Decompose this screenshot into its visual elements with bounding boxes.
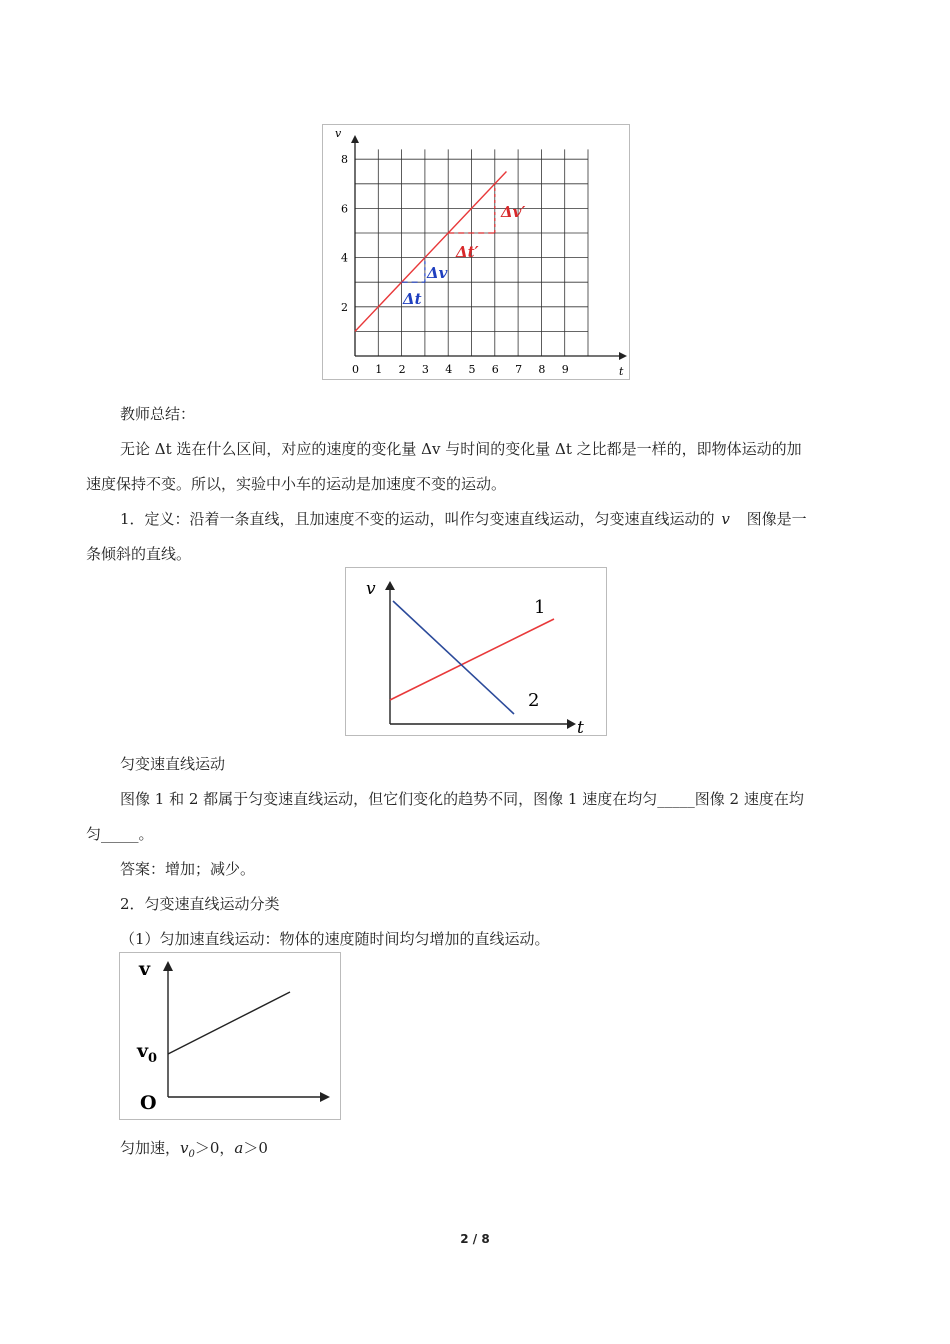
caption-3-end: ＞0 [243,1139,268,1157]
figure-1-vt-grid-chart [322,124,630,380]
delta-v-label: Δv [427,264,448,282]
x-tick-label: 2 [398,363,406,376]
caption-2: 匀变速直线运动 [120,755,226,773]
definition-text-a: 1．定义：沿着一条直线，且加速度不变的运动，叫作匀变速直线运动，匀变速直线运动的 [120,510,715,528]
y-axis-label: v [366,579,376,599]
caption-3-rest: ＞0， [194,1139,235,1157]
x-tick-label: 4 [445,363,453,376]
answer: 答案：增加；减少。 [120,860,256,878]
v0-label [136,1040,157,1066]
line-1-label: 1 [534,597,546,618]
y-tick-label: 4 [341,251,348,265]
velocity-line [355,172,506,332]
x-tick-label: 3 [421,363,429,376]
x-tick-label: 9 [561,363,569,376]
definition-line2: 条倾斜的直线。 [86,545,192,563]
x-axis-arrow [567,719,576,729]
definition-text-b: 图像是一 [746,510,807,528]
x-tick-label: 6 [491,363,499,376]
v0-main: v [137,1040,149,1062]
line-2 [393,601,514,714]
line-2-label: 2 [528,690,540,711]
line-1 [390,619,554,700]
caption-3 [120,1138,268,1165]
figure-3-uniform-acceleration-chart [119,952,341,1120]
delta-t-prime-label: Δt′ [456,243,479,261]
figure-1-svg [323,125,629,379]
delta-t-label: Δt [403,290,422,308]
question-line1: 图像 1 和 2 都属于匀变速直线运动，但它们变化的趋势不同，图像 1 速度在均匀_____图像 2 速度在均 [120,790,804,808]
v0-sub: 0 [148,1051,158,1066]
x-tick-label: 7 [515,363,523,376]
caption-3-prefix: 匀加速， [120,1139,181,1157]
x-axis-arrow [619,352,627,360]
classification-title: 2．匀变速直线运动分类 [120,895,280,913]
y-tick-label: 8 [341,153,348,167]
y-axis-label: v [335,127,342,140]
origin-label: O [140,1092,157,1114]
y-axis-arrow [163,961,173,971]
y-axis-arrow [385,581,395,590]
figure-2-two-lines-chart [345,567,607,736]
caption-3-a: a [234,1139,244,1157]
y-tick-label: 6 [341,202,348,216]
y-tick-label: 2 [341,300,348,314]
x-tick-label: 0 [352,363,359,376]
summary-text-line1: 无论 Δt 选在什么区间，对应的速度的变化量 Δv 与时间的变化量 Δt 之比都是一样的，即物体运动的加 [120,440,802,458]
summary-title: 教师总结： [120,405,196,423]
definition-line1 [120,509,807,529]
question-line2: 匀_____。 [86,825,154,843]
definition-v: v [721,510,730,528]
uniform-acceleration-line: （1）匀加速直线运动：物体的速度随时间均匀增加的直线运动。 [120,930,550,948]
x-tick-label: 1 [375,363,383,376]
figure-3-svg [120,953,340,1119]
y-axis-label: v [139,958,151,980]
x-axis-label: t [577,718,584,735]
x-tick-label: 8 [538,363,546,376]
x-axis-label: t [619,365,624,378]
velocity-line [168,992,290,1054]
x-tick-label: 5 [468,363,476,376]
y-axis-arrow [351,135,359,143]
x-axis-arrow [320,1092,330,1102]
page-number: 2 / 8 [460,1232,490,1246]
figure-2-svg [346,568,606,735]
caption-3-sub: 0 [188,1149,195,1160]
summary-text-line2: 速度保持不变。所以，实验中小车的运动是加速度不变的运动。 [86,475,507,493]
delta-v-prime-label: Δv′ [501,203,526,221]
caption-3-v: v [180,1139,189,1157]
